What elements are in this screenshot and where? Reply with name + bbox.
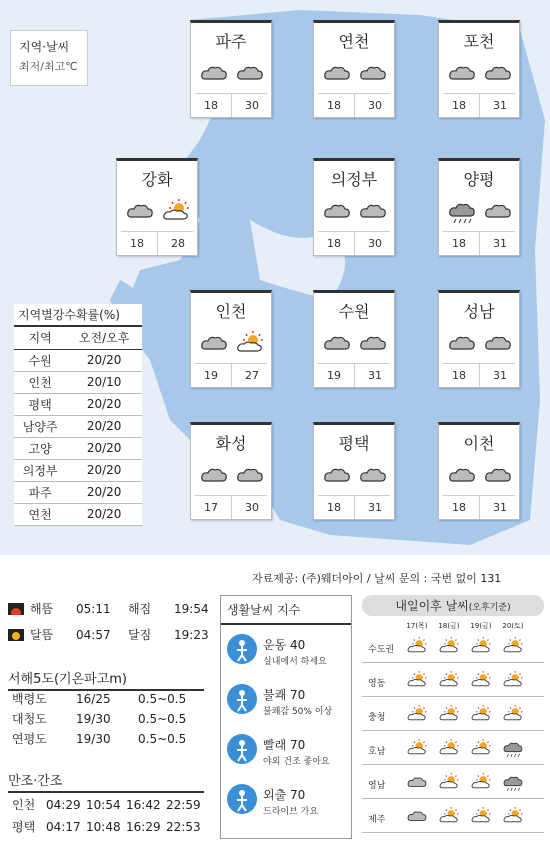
life-title: 생활날씨 지수 xyxy=(221,596,351,625)
temp-low: 19 xyxy=(204,369,218,382)
sun-cloud-icon xyxy=(502,806,524,826)
sun-cloud-icon xyxy=(502,670,524,690)
sea-row xyxy=(12,710,186,727)
forecast-day: 20(토) xyxy=(502,622,524,630)
temp-high: 31 xyxy=(493,501,507,514)
probability-cell: 20/20 xyxy=(66,393,142,415)
life-index-item xyxy=(225,734,349,784)
cloud-icon xyxy=(483,463,513,487)
tide-time: 04:29 xyxy=(46,798,81,812)
sun-cloud-icon xyxy=(470,670,492,690)
sun-cloud-icon xyxy=(438,772,460,792)
region-cell: 연천 xyxy=(14,503,66,525)
forecast-panel xyxy=(362,595,544,825)
life-index-label: 불쾌 70 xyxy=(263,688,306,702)
city-card xyxy=(190,422,272,520)
temp-low: 19 xyxy=(327,369,341,382)
city-name: 평택 xyxy=(338,434,370,453)
forecast-region-row xyxy=(362,735,544,765)
temp-high: 31 xyxy=(368,369,382,382)
region-cell: 인천 xyxy=(14,371,66,393)
life-index-desc: 야외 건조 좋아요 xyxy=(263,757,330,767)
temp-high: 31 xyxy=(368,501,382,514)
cloud-icon xyxy=(447,331,477,355)
city-name: 양평 xyxy=(463,170,495,189)
forecast-day: 18(금) xyxy=(438,622,460,630)
cloud-icon xyxy=(322,199,352,223)
tide-time: 22:53 xyxy=(166,820,201,834)
life-index-desc: 불쾌감 50% 이상 xyxy=(263,707,333,717)
sun-cloud-icon xyxy=(470,806,492,826)
city-card xyxy=(438,158,520,256)
sun-cloud-icon xyxy=(438,636,460,656)
life-index-item xyxy=(225,784,349,834)
temp-low: 18 xyxy=(327,237,341,250)
sea-row xyxy=(12,690,186,707)
temp-high: 28 xyxy=(171,237,185,250)
sun-cloud-icon xyxy=(406,704,428,724)
cloud-icon xyxy=(199,331,229,355)
island-name: 연평도 xyxy=(12,732,47,746)
table-row xyxy=(14,437,142,459)
forecast-region-row xyxy=(362,769,544,799)
moonrise-icon xyxy=(8,629,24,641)
forecast-region-row xyxy=(362,701,544,731)
set-time: 19:23 xyxy=(174,627,209,642)
temp-low: 18 xyxy=(327,99,341,112)
sun-cloud-icon xyxy=(235,331,265,355)
city-card xyxy=(116,158,198,256)
probability-cell: 20/20 xyxy=(66,481,142,503)
city-name: 연천 xyxy=(338,32,370,51)
life-index-panel xyxy=(220,595,352,839)
temp-high: 30 xyxy=(368,99,382,112)
probability-cell: 20/20 xyxy=(66,503,142,525)
temp-low: 17 xyxy=(204,501,218,514)
region-cell: 수원 xyxy=(14,349,66,371)
city-card xyxy=(313,20,395,118)
cloud-icon xyxy=(322,463,352,487)
rain-icon xyxy=(447,199,477,223)
city-name: 포천 xyxy=(463,32,495,51)
sun-cloud-icon xyxy=(502,636,524,656)
cloud-icon xyxy=(447,61,477,85)
region-cell: 평택 xyxy=(14,393,66,415)
region-cell: 남양주 xyxy=(14,415,66,437)
tide-time: 16:29 xyxy=(126,820,161,834)
region-cell: 고양 xyxy=(14,437,66,459)
sun-cloud-icon xyxy=(470,704,492,724)
set-label: 해짐 xyxy=(128,602,152,616)
rise-time: 04:57 xyxy=(76,627,111,642)
sun-cloud-icon xyxy=(470,636,492,656)
source-credit: 자료제공: (주)웨더아이 / 날씨 문의 : 국번 없이 131 xyxy=(252,572,502,585)
tide-time: 10:54 xyxy=(86,798,121,812)
cloud-icon xyxy=(358,463,388,487)
temp-low: 18 xyxy=(327,501,341,514)
cloud-icon xyxy=(199,61,229,85)
sun-cloud-icon xyxy=(502,704,524,724)
cloud-icon xyxy=(406,806,428,826)
tide-time: 04:17 xyxy=(46,820,81,834)
tide-title: 만조·간조 xyxy=(8,770,204,793)
region-cell: 의정부 xyxy=(14,459,66,481)
sun-cloud-icon xyxy=(406,738,428,758)
region-name: 영남 xyxy=(368,781,386,791)
region-name: 영동 xyxy=(368,679,386,689)
forecast-region-row xyxy=(362,633,544,663)
legend-title: 지역·날씨 xyxy=(19,40,70,54)
shirt-icon xyxy=(227,734,257,764)
rise-label: 달뜸 xyxy=(30,628,54,642)
cloud-icon xyxy=(358,61,388,85)
life-index-desc: 드라이브 가요 xyxy=(263,807,319,817)
rise-time: 05:11 xyxy=(76,601,111,616)
forecast-region-row xyxy=(362,667,544,697)
forecast-day: 17(목) xyxy=(406,622,428,630)
set-time: 19:54 xyxy=(174,601,209,616)
probability-cell: 20/20 xyxy=(66,415,142,437)
table-row xyxy=(14,459,142,481)
temp-low: 18 xyxy=(452,369,466,382)
walker-icon xyxy=(227,784,257,814)
wave-height: 0.5~0.5 xyxy=(138,692,187,706)
temp-high: 30 xyxy=(368,237,382,250)
sea-title: 서해5도(기온파고m) xyxy=(8,668,204,691)
region-name: 충청 xyxy=(368,713,386,723)
cloud-icon xyxy=(358,331,388,355)
sun-cloud-icon xyxy=(438,670,460,690)
temp-low: 18 xyxy=(204,99,218,112)
legend-subtitle: 최저/최고℃ xyxy=(19,60,78,73)
sunrise-icon xyxy=(8,603,24,615)
temp-high: 31 xyxy=(493,237,507,250)
cloud-icon xyxy=(447,463,477,487)
cloud-icon xyxy=(235,61,265,85)
table-row xyxy=(14,371,142,393)
cloud-icon xyxy=(483,61,513,85)
cloud-icon xyxy=(322,331,352,355)
rain-icon xyxy=(502,738,524,758)
cloud-icon xyxy=(199,463,229,487)
sea-row xyxy=(12,730,186,747)
rise-label: 해뜸 xyxy=(30,602,54,616)
city-card xyxy=(313,422,395,520)
region-cell: 파주 xyxy=(14,481,66,503)
table-row xyxy=(14,415,142,437)
map-legend xyxy=(10,30,88,86)
wave-height: 0.5~0.5 xyxy=(138,732,187,746)
island-temp: 19/30 xyxy=(76,732,111,746)
rain-header-region: 지역 xyxy=(14,327,66,349)
rain-probability-table xyxy=(14,304,142,526)
city-card xyxy=(313,290,395,388)
wave-height: 0.5~0.5 xyxy=(138,712,187,726)
tide-row xyxy=(12,796,206,813)
forecast-region-row xyxy=(362,803,544,833)
life-index-item xyxy=(225,684,349,734)
island-temp: 16/25 xyxy=(76,692,111,706)
city-name: 의정부 xyxy=(330,170,378,189)
tide-place: 평택 xyxy=(12,820,36,834)
tide-place: 인천 xyxy=(12,798,36,812)
sun-moon-row xyxy=(8,600,209,617)
island-name: 대청도 xyxy=(12,712,47,726)
probability-cell: 20/20 xyxy=(66,437,142,459)
rain-header-ampm: 오전/오후 xyxy=(66,327,142,349)
life-index-desc: 실내에서 하세요 xyxy=(263,657,327,667)
city-name: 화성 xyxy=(215,434,247,453)
temp-low: 18 xyxy=(452,237,466,250)
sun-cloud-icon xyxy=(438,704,460,724)
cloud-icon xyxy=(406,772,428,792)
tide-time: 10:48 xyxy=(86,820,121,834)
city-name: 수원 xyxy=(338,302,370,321)
rain-icon xyxy=(502,772,524,792)
probability-cell: 20/10 xyxy=(66,371,142,393)
temp-high: 30 xyxy=(245,99,259,112)
cloud-icon xyxy=(483,331,513,355)
temp-high: 31 xyxy=(493,369,507,382)
life-index-item xyxy=(225,634,349,684)
temp-low: 18 xyxy=(452,501,466,514)
table-row xyxy=(14,349,142,371)
cloud-icon xyxy=(483,199,513,223)
sun-cloud-icon xyxy=(438,806,460,826)
forecast-day: 19(금) xyxy=(470,622,492,630)
island-name: 백령도 xyxy=(12,692,47,706)
city-name: 성남 xyxy=(463,302,495,321)
cloud-icon xyxy=(235,463,265,487)
sun-cloud-icon xyxy=(406,636,428,656)
temp-low: 18 xyxy=(452,99,466,112)
sun-cloud-icon xyxy=(470,772,492,792)
city-name: 인천 xyxy=(215,302,247,321)
tide-row xyxy=(12,818,206,835)
cloud-icon xyxy=(322,61,352,85)
table-row xyxy=(14,481,142,503)
region-name: 수도권 xyxy=(368,645,395,655)
city-card xyxy=(438,20,520,118)
city-name: 이천 xyxy=(463,434,495,453)
region-name: 제주 xyxy=(368,815,386,825)
temp-high: 27 xyxy=(245,369,259,382)
sun-cloud-icon xyxy=(470,738,492,758)
city-card xyxy=(190,290,272,388)
city-card xyxy=(190,20,272,118)
face-icon xyxy=(227,684,257,714)
table-row xyxy=(14,503,142,525)
city-card xyxy=(438,422,520,520)
city-name: 강화 xyxy=(141,170,173,189)
life-index-label: 외출 70 xyxy=(263,788,306,802)
temp-low: 18 xyxy=(130,237,144,250)
forecast-title: 내일이후 날씨(오후기준) xyxy=(362,595,544,616)
temp-high: 31 xyxy=(493,99,507,112)
rain-table-title: 지역별강수확률(%) xyxy=(14,304,142,327)
sun-moon-row xyxy=(8,626,209,643)
city-card xyxy=(438,290,520,388)
cloud-icon xyxy=(125,199,155,223)
set-label: 달짐 xyxy=(128,628,152,642)
life-index-label: 빨래 70 xyxy=(263,738,306,752)
city-name: 파주 xyxy=(215,32,247,51)
life-index-label: 운동 40 xyxy=(263,638,306,652)
city-card xyxy=(313,158,395,256)
table-row xyxy=(14,393,142,415)
probability-cell: 20/20 xyxy=(66,349,142,371)
region-name: 호남 xyxy=(368,747,386,757)
probability-cell: 20/20 xyxy=(66,459,142,481)
sun-cloud-icon xyxy=(406,670,428,690)
cloud-icon xyxy=(358,199,388,223)
temp-high: 30 xyxy=(245,501,259,514)
runner-icon xyxy=(227,634,257,664)
tide-time: 16:42 xyxy=(126,798,161,812)
island-temp: 19/30 xyxy=(76,712,111,726)
sun-cloud-icon xyxy=(161,199,191,223)
tide-time: 22:59 xyxy=(166,798,201,812)
sun-cloud-icon xyxy=(438,738,460,758)
